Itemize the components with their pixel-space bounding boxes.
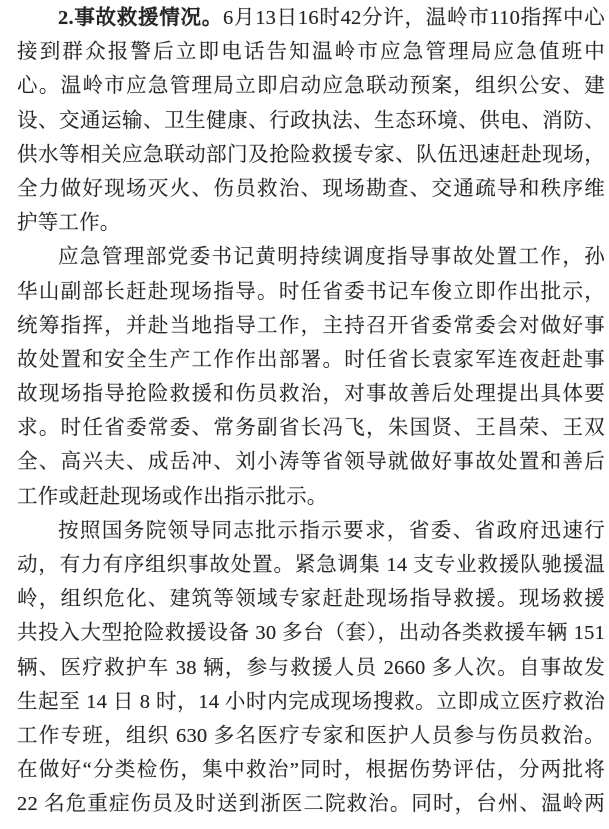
text-line: 全力做好现场灭火、伤员救治、现场勘查、交通疏导和秩序维 <box>17 177 605 200</box>
text-line: 华山副部长赶赴现场指导。时任省委书记车俊立即作出批示， <box>17 280 605 303</box>
text-line <box>17 1 605 35</box>
text-line: 生起至 14 日 8 时，14 小时内完成现场搜救。立即成立医疗救治 <box>17 690 605 713</box>
text-line: 岭，组织危化、建筑等领域专家赶赴现场指导救援。现场救援 <box>17 588 605 611</box>
document-text-block <box>17 1 605 822</box>
text-line: 故现场指导抢险救援和伤员救治，对事故善后处理提出具体要 <box>17 383 605 406</box>
text-line: 接到群众报警后立即电话告知温岭市应急管理局应急值班中 <box>17 41 605 64</box>
text-line: 供水等相关应急联动部门及抢险救援专家、队伍迅速赶赴现场， <box>17 143 605 166</box>
text-line: 22 名危重症伤员及时送到浙医二院救治。同时，台州、温岭两 <box>17 793 605 816</box>
text-line: 动，有力有序组织事故处置。紧急调集 14 支专业救援队驰援温 <box>17 554 605 576</box>
text-line: 全、高兴夫、成岳冲、刘小涛等省领导就做好事故处置和善后 <box>17 451 605 474</box>
section-heading: 2.事故救援情况。 <box>58 7 223 29</box>
text-line: 按照国务院领导同志批示指示要求，省委、省政府迅速行 <box>58 519 605 542</box>
text-line: 求。时任省委常委、常务副省长冯飞，朱国贤、王昌荣、王双 <box>17 417 605 440</box>
text-line: 护等工作。 <box>17 212 121 235</box>
text-line: 工作专班，组织 630 多名医疗专家和医护人员参与伤员救治。 <box>17 724 605 747</box>
text-line: 统筹指挥，并赴当地指导工作，主持召开省委常委会对做好事 <box>17 314 605 337</box>
text-line: 工作或赶赴现场或作出指示批示。 <box>17 485 328 508</box>
line-text: 6月13日16时42分许，温岭市110指挥中心 <box>223 7 605 29</box>
text-line: 辆、医疗救护车 38 辆，参与救援人员 2660 多人次。自事故发 <box>17 656 605 679</box>
text-line: 心。温岭市应急管理局立即启动应急联动预案，组织公安、建 <box>17 75 605 98</box>
text-line: 故处置和安全生产工作作出部署。时任省长袁家军连夜赶赴事 <box>17 348 605 371</box>
text-line: 在做好“分类检伤，集中救治”同时，根据伤势评估，分两批将 <box>17 759 605 782</box>
text-line: 设、交通运输、卫生健康、行政执法、生态环境、供电、消防、 <box>17 109 605 132</box>
text-line: 共投入大型抢险救援设备 30 多台（套），出动各类救援车辆 151 <box>17 622 605 645</box>
text-line: 应急管理部党委书记黄明持续调度指导事故处置工作，孙 <box>58 246 605 269</box>
